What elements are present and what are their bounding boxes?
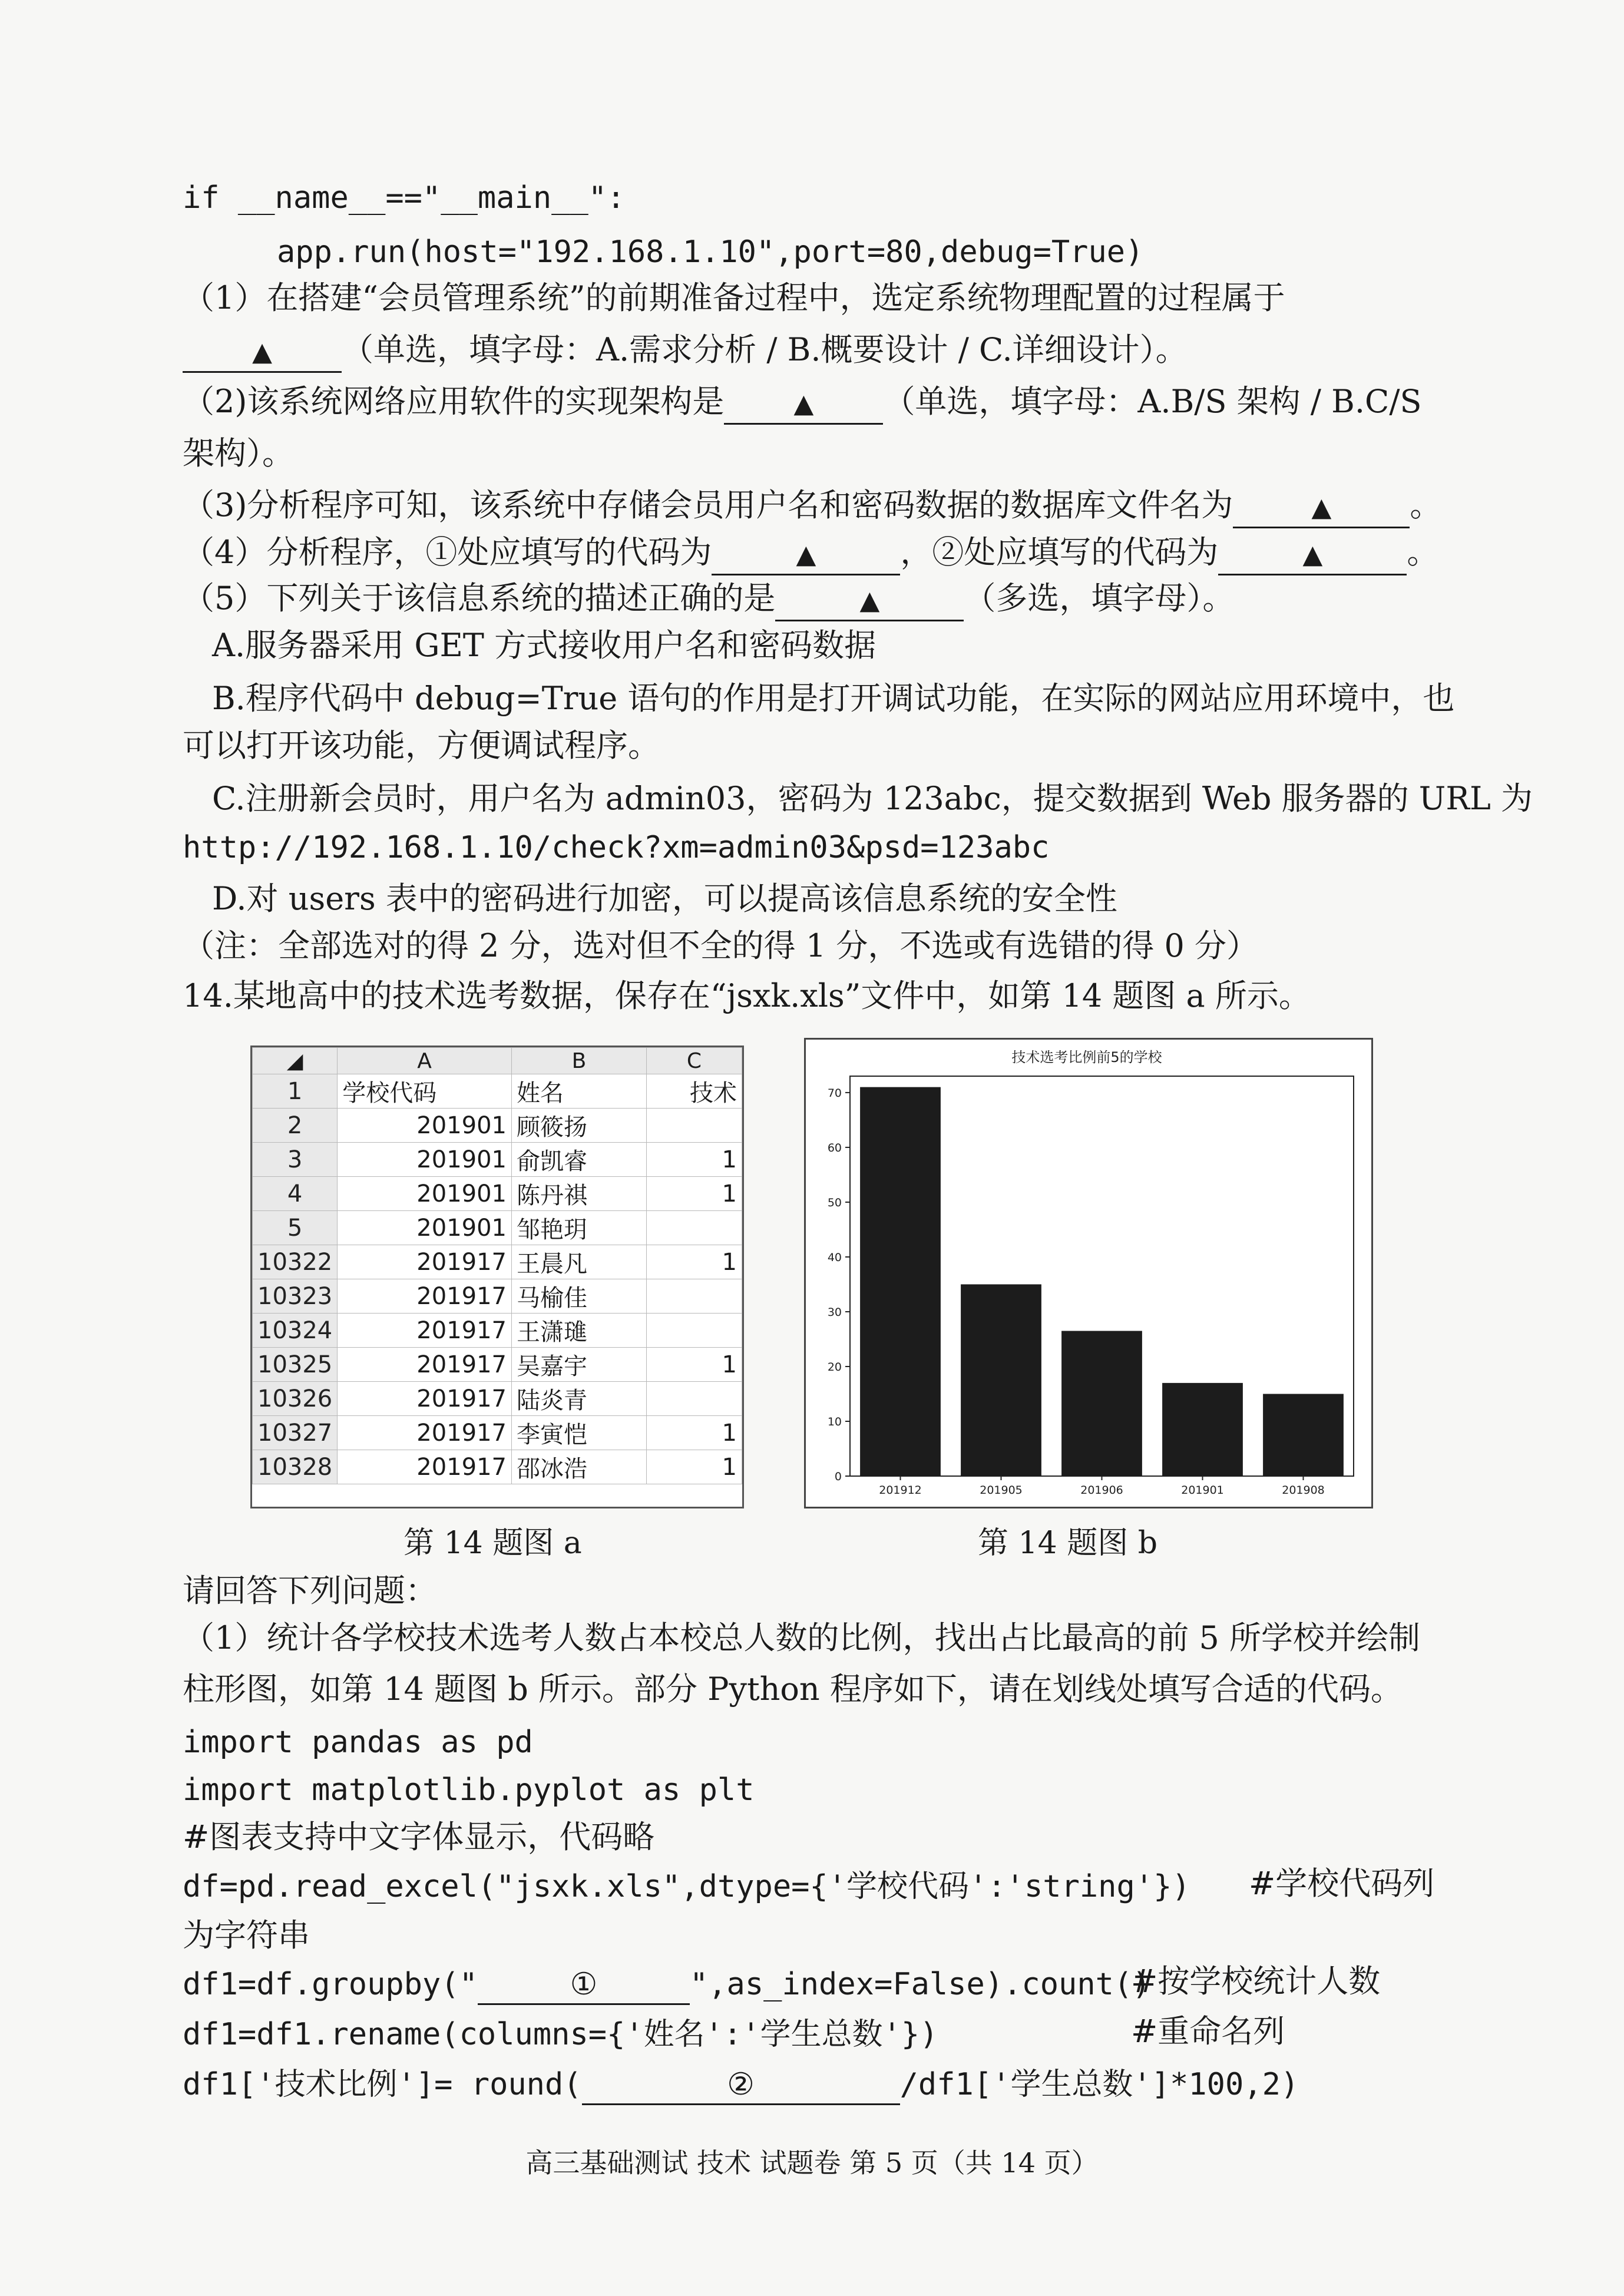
cell-name: 邵冰浩 <box>512 1450 647 1484</box>
q13-part1-line1 <box>183 277 1449 319</box>
y-tick-label: 20 <box>827 1360 842 1374</box>
sheet-row <box>253 1382 742 1416</box>
figure-a-caption: 第 14 题图 a <box>403 1526 582 1561</box>
page-footer: 高三基础测试 技术 试题卷 第 5 页（共 14 页） <box>525 2147 1099 2179</box>
q13-part5 <box>183 577 1449 621</box>
sheet-row <box>253 1279 742 1314</box>
q13-part1-options: （单选，填字母：A.需求分析 / B.概要设计 / C.详细设计）。 <box>342 331 1188 368</box>
y-tick-label: 10 <box>827 1415 842 1428</box>
chart-title: 技术选考比例前5的学校 <box>1011 1049 1162 1066</box>
sheet-row <box>253 1143 742 1177</box>
code-read-excel-comment: #学校代码列 <box>1249 1865 1435 1902</box>
x-tick-label: 201908 <box>1282 1484 1325 1497</box>
cell-name: 王潇璡 <box>512 1314 647 1348</box>
q14-part1-line1: （1）统计各学校技术选考人数占本校总人数的比例，找出占比最高的前 5 所学校并绘制 <box>183 1619 1421 1656</box>
row-number: 10326 <box>253 1382 338 1416</box>
code-read-excel-comment-cont: 为字符串 <box>183 1917 310 1954</box>
cell-school-code: 201901 <box>338 1211 512 1245</box>
triangle-icon: ▲ <box>252 337 272 367</box>
q13-part3-text: （3)分析程序可知，该系统中存储会员用户名和密码数据的数据库文件名为 <box>183 487 1233 524</box>
q13-part4-text: （4）分析程序，①处应填写的代码为 <box>183 534 712 571</box>
col-header-a: A <box>338 1048 512 1074</box>
answer-blank-2 <box>1218 534 1407 575</box>
cell-tech: 1 <box>646 1143 742 1177</box>
option-a: A.服务器采用 GET 方式接收用户名和密码数据 <box>212 627 877 664</box>
q13-part2-options: （单选，填字母：A.B/S 架构 / B.C/S <box>883 383 1422 420</box>
cell-name: 吴嘉宇 <box>512 1348 647 1382</box>
corner-cell: ◢ <box>253 1048 338 1074</box>
q13-part4-mid: ，②处应填写的代码为 <box>900 534 1219 571</box>
cell-name: 邹艳玥 <box>512 1211 647 1245</box>
row-number: 10325 <box>253 1348 338 1382</box>
answer-blank <box>183 331 342 373</box>
spreadsheet-table <box>252 1047 742 1484</box>
x-tick-label: 201901 <box>1181 1484 1224 1497</box>
spreadsheet-figure <box>250 1046 744 1508</box>
cell-school-code: 201917 <box>338 1348 512 1382</box>
code-import-pandas: import pandas as pd <box>183 1725 533 1760</box>
row-number: 10327 <box>253 1416 338 1450</box>
bar-201905 <box>961 1284 1041 1476</box>
q14-intro: 14.某地高中的技术选考数据，保存在“jsxk.xls”文件中，如第 14 题图 a 所示。 <box>183 977 1311 1014</box>
code-read-excel: df=pd.read_excel("jsxk.xls",dtype={'学校代码':'string'}) <box>183 1869 1190 1904</box>
cell-tech: 1 <box>646 1416 742 1450</box>
sheet-row <box>253 1177 742 1211</box>
x-tick-label: 201906 <box>1080 1484 1123 1497</box>
code-round-b: /df1['学生总数']*100,2) <box>899 2067 1299 2102</box>
cell-tech <box>646 1314 742 1348</box>
code-rename-comment: #重命名列 <box>1131 2013 1285 2050</box>
option-b-line1: B.程序代码中 debug=True 语句的作用是打开调试功能，在实际的网站应用环境中，也 <box>212 680 1455 717</box>
y-tick-label: 0 <box>834 1470 842 1483</box>
code-line-main: if __name__=="__main__": <box>183 180 626 216</box>
cell-tech: 1 <box>646 1348 742 1382</box>
y-tick-label: 30 <box>827 1305 842 1319</box>
sheet-row <box>253 1416 742 1450</box>
x-tick-label: 201912 <box>879 1484 922 1497</box>
row-number: 1 <box>253 1074 338 1109</box>
answer-blank-1 <box>712 534 900 575</box>
q14-part1-line2: 柱形图，如第 14 题图 b 所示。部分 Python 程序如下，请在划线处填写合适的代码。 <box>183 1670 1403 1708</box>
q13-part2-line2: 架构）。 <box>183 435 294 472</box>
cell-tech: 1 <box>646 1450 742 1484</box>
cell-school-code: 201901 <box>338 1177 512 1211</box>
scoring-note: （注：全部选对的得 2 分，选对但不全的得 1 分，不选或有选错的得 0 分） <box>183 927 1259 964</box>
q13-part3 <box>183 484 1449 528</box>
row-number: 2 <box>253 1109 338 1143</box>
punct: 。 <box>1407 534 1439 571</box>
triangle-icon: ▲ <box>796 540 816 570</box>
y-tick-label: 40 <box>827 1250 842 1264</box>
bar-chart <box>806 1040 1368 1503</box>
code-round-a: df1['技术比例']= round( <box>183 2067 582 2102</box>
cell-school-code: 201901 <box>338 1143 512 1177</box>
code-groupby-a: df1=df.groupby(" <box>183 1967 478 2002</box>
cell-school-code: 201917 <box>338 1416 512 1450</box>
row-number: 4 <box>253 1177 338 1211</box>
y-tick-label: 70 <box>827 1086 842 1100</box>
code-comment-font: #图表支持中文字体显示，代码略 <box>183 1818 655 1855</box>
bar-201901 <box>1162 1383 1243 1476</box>
triangle-icon: ▲ <box>1311 492 1332 522</box>
bar-201906 <box>1061 1331 1142 1476</box>
cell-tech: 1 <box>646 1177 742 1211</box>
col-header-b: B <box>512 1048 647 1074</box>
cell-school-code: 201917 <box>338 1450 512 1484</box>
cell-tech <box>646 1382 742 1416</box>
triangle-icon: ▲ <box>1302 540 1323 570</box>
blank-marker: ② <box>727 2067 755 2102</box>
sheet-row <box>253 1245 742 1279</box>
cell-school-code: 201901 <box>338 1109 512 1143</box>
cell-name: 李寅恺 <box>512 1416 647 1450</box>
triangle-icon: ▲ <box>793 389 814 419</box>
cell-school-code: 学校代码 <box>338 1074 512 1109</box>
cell-tech: 1 <box>646 1245 742 1279</box>
cell-tech <box>646 1109 742 1143</box>
code-groupby-comment: #按学校统计人数 <box>1131 1963 1381 2000</box>
row-number: 5 <box>253 1211 338 1245</box>
q14-ask: 请回答下列问题： <box>183 1572 437 1609</box>
blank-marker: ① <box>570 1967 598 2002</box>
q13-part4 <box>183 531 1449 575</box>
cell-name: 陈丹祺 <box>512 1177 647 1211</box>
option-c-url: http://192.168.1.10/check?xm=admin03&psd=123abc <box>183 830 1050 865</box>
y-tick-label: 60 <box>827 1141 842 1154</box>
sheet-row <box>253 1211 742 1245</box>
col-header-c: C <box>646 1048 742 1074</box>
q13-part2-line1 <box>183 381 1449 425</box>
row-number: 10328 <box>253 1450 338 1484</box>
bar-chart-figure <box>804 1038 1373 1508</box>
code-line-app-run: app.run(host="192.168.1.10",port=80,debug=True) <box>277 234 1144 270</box>
cell-school-code: 201917 <box>338 1382 512 1416</box>
code-groupby-b: ",as_index=False).count() <box>689 1967 1151 2002</box>
code-blank-2 <box>582 2066 900 2105</box>
y-tick-label: 50 <box>827 1196 842 1209</box>
row-number: 10324 <box>253 1314 338 1348</box>
option-d: D.对 users 表中的密码进行加密，可以提高该信息系统的安全性 <box>212 880 1117 917</box>
q13-part5-hint: （多选，填字母）。 <box>964 580 1235 617</box>
q13-part1-text: （1）在搭建“会员管理系统”的前期准备过程中，选定系统物理配置的过程属于 <box>183 279 1285 316</box>
triangle-icon: ▲ <box>859 585 880 616</box>
code-round <box>183 2063 1449 2106</box>
row-number: 10322 <box>253 1245 338 1279</box>
punct: 。 <box>1410 487 1442 524</box>
sheet-row <box>253 1314 742 1348</box>
sheet-row <box>253 1348 742 1382</box>
figure-b-caption: 第 14 题图 b <box>978 1526 1158 1561</box>
sheet-row <box>253 1074 742 1109</box>
bar-201908 <box>1263 1394 1344 1476</box>
row-number: 10323 <box>253 1279 338 1314</box>
cell-name: 陆炎青 <box>512 1382 647 1416</box>
bar-201912 <box>860 1087 941 1476</box>
x-tick-label: 201905 <box>980 1484 1023 1497</box>
column-header-row <box>253 1048 742 1074</box>
cell-name: 王晨凡 <box>512 1245 647 1279</box>
cell-name: 顾筱扬 <box>512 1109 647 1143</box>
cell-tech <box>646 1279 742 1314</box>
cell-tech: 技术 <box>646 1074 742 1109</box>
option-b-line2: 可以打开该功能，方便调试程序。 <box>183 727 660 764</box>
cell-name: 姓名 <box>512 1074 647 1109</box>
answer-blank <box>1233 487 1410 528</box>
row-number: 3 <box>253 1143 338 1177</box>
option-c-line1: C.注册新会员时，用户名为 admin03，密码为 123abc，提交数据到 Web 服务器的 URL 为 <box>212 780 1533 817</box>
cell-school-code: 201917 <box>338 1279 512 1314</box>
cell-school-code: 201917 <box>338 1314 512 1348</box>
answer-blank <box>775 580 964 621</box>
cell-school-code: 201917 <box>338 1245 512 1279</box>
cell-tech <box>646 1211 742 1245</box>
code-import-matplotlib: import matplotlib.pyplot as plt <box>183 1772 755 1808</box>
code-rename: df1=df1.rename(columns={'姓名':'学生总数'}) <box>183 2017 938 2052</box>
answer-blank <box>724 383 883 425</box>
q13-part1-line2 <box>183 329 1449 373</box>
sheet-row <box>253 1109 742 1143</box>
cell-name: 俞凯睿 <box>512 1143 647 1177</box>
q13-part2-text: （2)该系统网络应用软件的实现架构是 <box>183 383 725 420</box>
sheet-row <box>253 1450 742 1484</box>
q13-part5-text: （5）下列关于该信息系统的描述正确的是 <box>183 580 776 617</box>
code-blank-1 <box>478 1966 690 2005</box>
cell-name: 马榆佳 <box>512 1279 647 1314</box>
